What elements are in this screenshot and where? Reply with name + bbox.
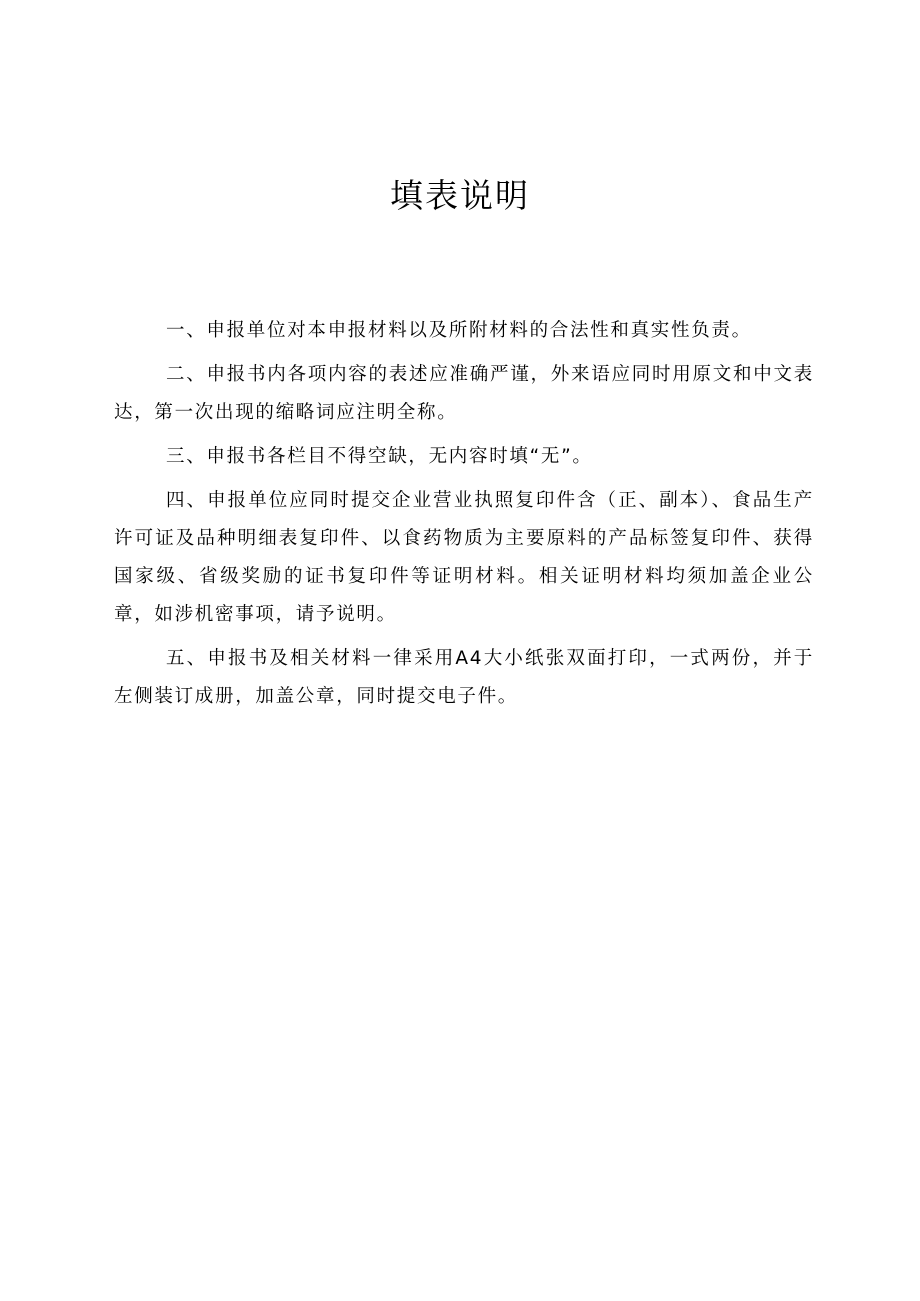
instruction-paragraph-1: 一、申报单位对本申报材料以及所附材料的合法性和真实性负责。 bbox=[166, 320, 752, 341]
instructions-body bbox=[114, 312, 814, 722]
document-title: 填表说明 bbox=[390, 176, 530, 215]
instruction-paragraph-4: 四、申报单位应同时提交企业营业执照复印件含（正、副本）、食品生产许可证及品种明细表复印件、以食药物质为主要原料的产品标签复印件、获得国家级、省级奖励的证书复印件等证明材料。相关证明材料均须加盖企业公章，如涉机密事项，请予说明。 bbox=[114, 490, 814, 625]
instruction-paragraph-2: 二、申报书内各项内容的表述应准确严谨，外来语应同时用原文和中文表达，第一次出现的缩略词应注明全称。 bbox=[114, 364, 814, 423]
instruction-paragraph-5: 五、申报书及相关材料一律采用A4大小纸张双面打印，一式两份，并于左侧装订成册，加盖公章，同时提交电子件。 bbox=[114, 648, 814, 707]
instruction-paragraph-3: 三、申报书各栏目不得空缺，无内容时填“无”。 bbox=[166, 446, 593, 467]
